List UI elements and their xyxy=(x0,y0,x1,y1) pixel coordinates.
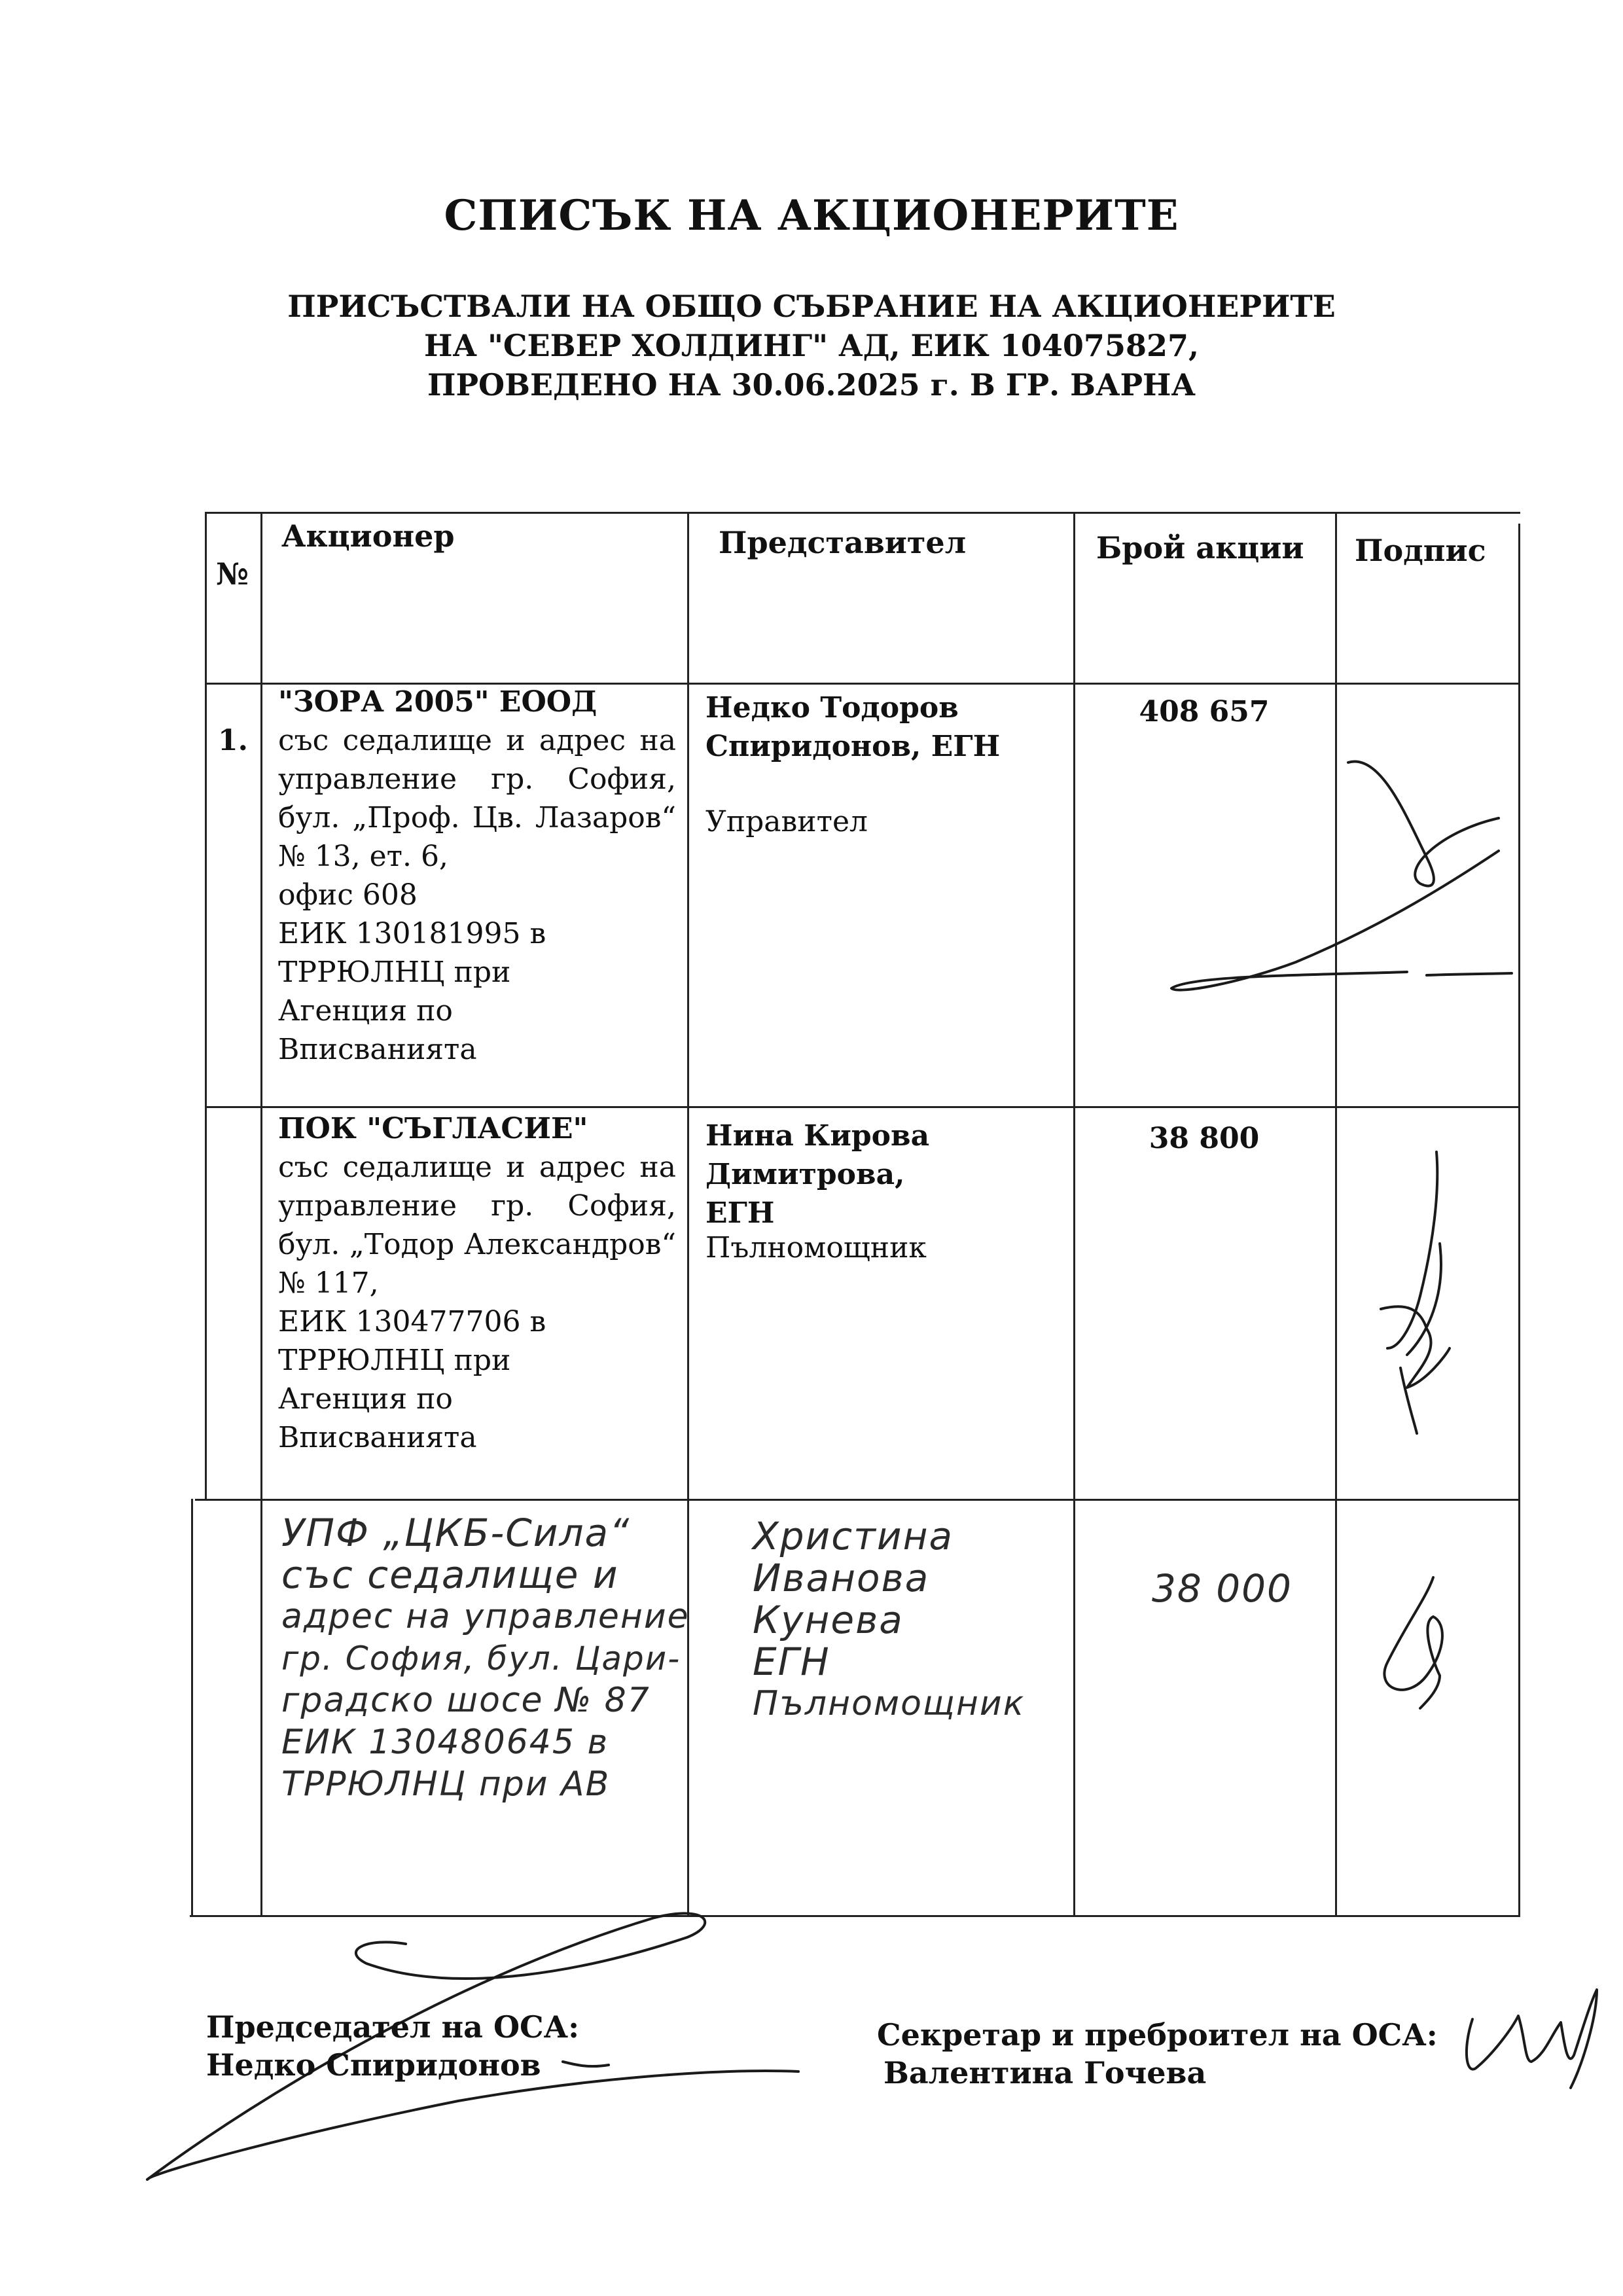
secretary-block xyxy=(877,2016,1438,2092)
header-number: № xyxy=(216,556,249,592)
row3-shareholder-hw-line-1: УПФ „ЦКБ-Сила“ xyxy=(281,1511,631,1555)
row3-rep-hw-line-2: Иванова xyxy=(753,1556,930,1600)
row3-shares-handwritten: 38 000 xyxy=(1152,1566,1293,1611)
row1-shareholder-line-3: ТРРЮЛНЦ при xyxy=(278,956,511,989)
row1-rep-role: Управител xyxy=(705,805,868,838)
row3-rep-hw-line-3: Кунева xyxy=(753,1598,904,1642)
row3-rep-hw-line-4: ЕГН xyxy=(753,1640,830,1684)
row2-shareholder-line-4: Вписванията xyxy=(278,1421,477,1454)
row2-rep-role: Пълномощник xyxy=(705,1231,927,1265)
row3-shareholder-hw-line-5: градско шосе № 87 xyxy=(281,1681,651,1720)
row3-rep-hw-line-1: Христина xyxy=(753,1514,954,1558)
header-representative: Представител xyxy=(719,525,967,560)
row2-signature-mark xyxy=(1381,1152,1450,1433)
row2-shareholder-line-3: Агенция по xyxy=(278,1382,453,1416)
row1-shareholder-line-5: Вписванията xyxy=(278,1033,477,1066)
row2-shares: 38 800 xyxy=(1149,1122,1260,1155)
header-shares: Брой акции xyxy=(1096,530,1304,565)
chair-block xyxy=(206,2008,579,2084)
row1-number: 1. xyxy=(218,724,248,757)
row3-rep-hw-line-5: Пълномощник xyxy=(753,1684,1026,1723)
row1-shareholder-name: "ЗОРА 2005" ЕООД xyxy=(278,685,597,719)
chair-name: Недко Спиридонов xyxy=(206,2047,541,2083)
row2-shareholder-address: със седалище и адрес на управление гр. София, бул. „Тодор Александров“ № 117, xyxy=(278,1151,676,1300)
secretary-label: Секретар и преброител на ОСА: xyxy=(877,2017,1438,2053)
row2-rep-name-line-3: ЕГН xyxy=(705,1196,775,1230)
chair-label: Председател на ОСА: xyxy=(206,2009,580,2045)
row2-shareholder-name: ПОК "СЪГЛАСИЕ" xyxy=(278,1112,588,1145)
row1-shareholder-line-2: ЕИК 130181995 в xyxy=(278,917,546,950)
row1-shares: 408 657 xyxy=(1139,695,1270,728)
document-title: СПИСЪК НА АКЦИОНЕРИТЕ xyxy=(444,191,1179,240)
row1-rep-name-line-1: Недко Тодоров xyxy=(705,691,959,725)
row2-rep-name-line-2: Димитрова, xyxy=(705,1158,905,1191)
row3-shareholder-hw-line-4: гр. София, бул. Цари- xyxy=(281,1640,681,1677)
row3-shareholder-hw-line-3: адрес на управление xyxy=(281,1597,690,1636)
row2-rep-name-line-1: Нина Кирова xyxy=(705,1119,930,1153)
secretary-signature-mark xyxy=(1467,1990,1597,2088)
row3-shareholder-hw-line-2: със седалище и xyxy=(281,1552,619,1597)
row1-rep-name-line-2: Спиридонов, ЕГН xyxy=(705,730,1001,763)
row3-shareholder-hw-line-7: ТРРЮЛНЦ при АВ xyxy=(281,1765,611,1804)
row3-signature-mark xyxy=(1384,1577,1442,1708)
row1-shareholder-line-1: офис 608 xyxy=(278,878,418,912)
row3-shareholder-hw-line-6: ЕИК 130480645 в xyxy=(281,1723,609,1762)
row2-shareholder-line-2: ТРРЮЛНЦ при xyxy=(278,1344,511,1377)
row1-signature-mark xyxy=(1171,761,1512,990)
subtitle-line-1: ПРИСЪСТВАЛИ НА ОБЩО СЪБРАНИЕ НА АКЦИОНЕРИТЕ xyxy=(287,289,1336,324)
subtitle-line-3: ПРОВЕДЕНО НА 30.06.2025 г. В ГР. ВАРНА xyxy=(427,367,1196,403)
row1-shareholder-line-4: Агенция по xyxy=(278,994,453,1028)
subtitle-line-2: НА "СЕВЕР ХОЛДИНГ" АД, ЕИК 104075827, xyxy=(424,328,1199,363)
secretary-name: Валентина Гочева xyxy=(883,2055,1207,2090)
header-shareholder: Акционер xyxy=(281,518,455,554)
row1-shareholder-address: със седалище и адрес на управление гр. София, бул. „Проф. Цв. Лазаров“ № 13, ет. 6, xyxy=(278,724,676,873)
row2-shareholder-line-1: ЕИК 130477706 в xyxy=(278,1305,546,1338)
header-signature: Подпис xyxy=(1355,533,1486,568)
